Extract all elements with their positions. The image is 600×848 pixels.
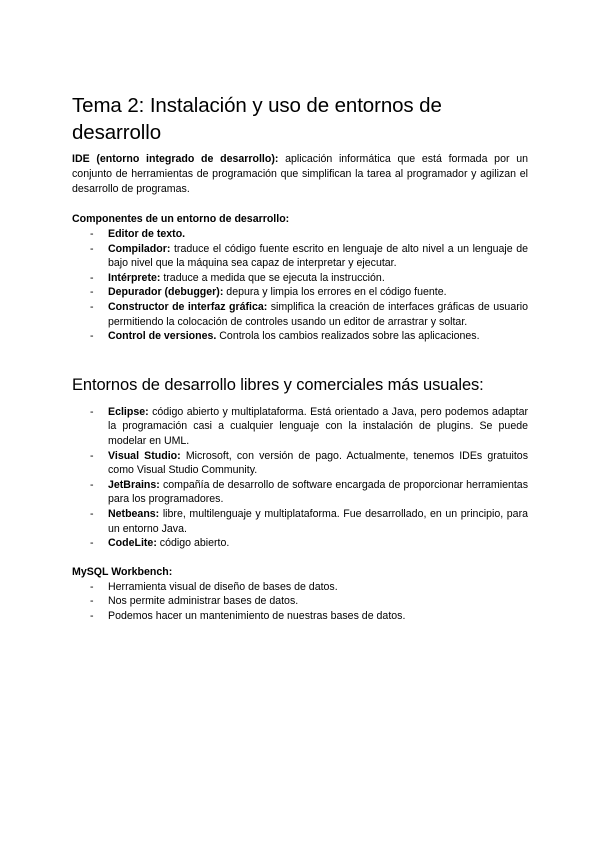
list-item — [72, 329, 528, 344]
item-term: Constructor de interfaz gráfica: — [108, 300, 268, 313]
ide-definition — [72, 152, 528, 197]
item-term: Control de versiones. — [108, 330, 217, 343]
environments-heading: Entornos de desarrollo libres y comerciales más usuales: — [72, 375, 484, 394]
item-term: Depurador (debugger): — [108, 286, 224, 299]
item-text: Microsoft, con versión de pago. Actualmente, tenemos IDEs gratuitos como Visual Studio Community. — [108, 449, 528, 477]
item-term: CodeLite: — [108, 537, 157, 550]
bullet-dash: - — [90, 330, 94, 343]
list-item — [72, 536, 528, 551]
bullet-dash: - — [90, 537, 94, 550]
bullet-dash: - — [90, 580, 94, 593]
bullet-dash: - — [90, 228, 94, 240]
item-text: Podemos hacer un mantenimiento de nuestras bases de datos. — [108, 609, 406, 622]
item-text: Nos permite administrar bases de datos. — [108, 595, 299, 608]
list-item — [72, 594, 528, 609]
list-item — [72, 227, 528, 242]
bullet-dash: - — [90, 609, 94, 622]
item-term: Editor de texto. — [108, 228, 186, 240]
item-text: código abierto y multiplataforma. Está orientado a Java, pero podemos adaptar la programación casi a cualquier lenguaje con la instalación de plugins. Se puede modelar en UML. — [108, 405, 528, 447]
list-item — [72, 242, 528, 271]
list-item — [72, 449, 528, 478]
bullet-dash: - — [90, 449, 94, 462]
list-item — [72, 507, 528, 536]
item-text: Controla los cambios realizados sobre las aplicaciones. — [216, 330, 480, 343]
item-text: traduce el código fuente escrito en lenguaje de alto nivel a un lenguaje de bajo nivel que la máquina sea capaz de interpretar y ejecutar. — [108, 242, 528, 270]
components-list — [72, 227, 528, 344]
ide-text: aplicación informática que está formada por un conjunto de herramientas de programación que simplifican la tarea al programador y agilizan el desarrollo de programas. — [72, 153, 528, 195]
bullet-dash: - — [90, 507, 94, 520]
mysql-heading: MySQL Workbench: — [72, 565, 173, 578]
item-text: código abierto. — [156, 537, 230, 550]
item-term: Intérprete: — [108, 271, 161, 284]
bullet-dash: - — [90, 271, 94, 284]
list-item — [72, 609, 528, 624]
item-text: depura y limpia los errores en el código fuente. — [223, 286, 447, 299]
bullet-dash: - — [90, 405, 94, 418]
bullet-dash: - — [90, 286, 94, 299]
item-text: compañía de desarrollo de software encargada de proporcionar herramientas para los programadores. — [108, 478, 528, 506]
list-item — [72, 405, 528, 449]
page-title: Tema 2: Instalación y uso de entornos de desarrollo — [72, 94, 442, 144]
bullet-dash: - — [90, 595, 94, 608]
bullet-dash: - — [90, 300, 94, 313]
list-item — [72, 285, 528, 300]
ide-term: IDE (entorno integrado de desarrollo): — [72, 153, 279, 165]
item-text: traduce a medida que se ejecuta la instrucción. — [160, 271, 385, 284]
item-term: Visual Studio: — [108, 449, 181, 462]
bullet-dash: - — [90, 478, 94, 491]
item-text: simplifica la creación de interfaces gráficas de usuario permitiendo la colocación de controles usando un editor de arrastrar y soltar. — [108, 300, 528, 328]
mysql-list — [72, 580, 528, 624]
list-item — [72, 478, 528, 507]
components-heading: Componentes de un entorno de desarrollo: — [72, 213, 290, 225]
item-term: Eclipse: — [108, 405, 149, 418]
item-term: Netbeans: — [108, 507, 160, 520]
environments-list — [72, 405, 528, 551]
list-item — [72, 271, 528, 286]
item-text: Herramienta visual de diseño de bases de datos. — [108, 580, 338, 593]
list-item — [72, 580, 528, 595]
item-term: Compilador: — [108, 242, 171, 255]
list-item — [72, 300, 528, 329]
bullet-dash: - — [90, 242, 94, 255]
item-term: JetBrains: — [108, 478, 160, 491]
item-text: libre, multilenguaje y multiplataforma. Fue desarrollado, en un principio, para un entorno Java. — [108, 507, 528, 535]
